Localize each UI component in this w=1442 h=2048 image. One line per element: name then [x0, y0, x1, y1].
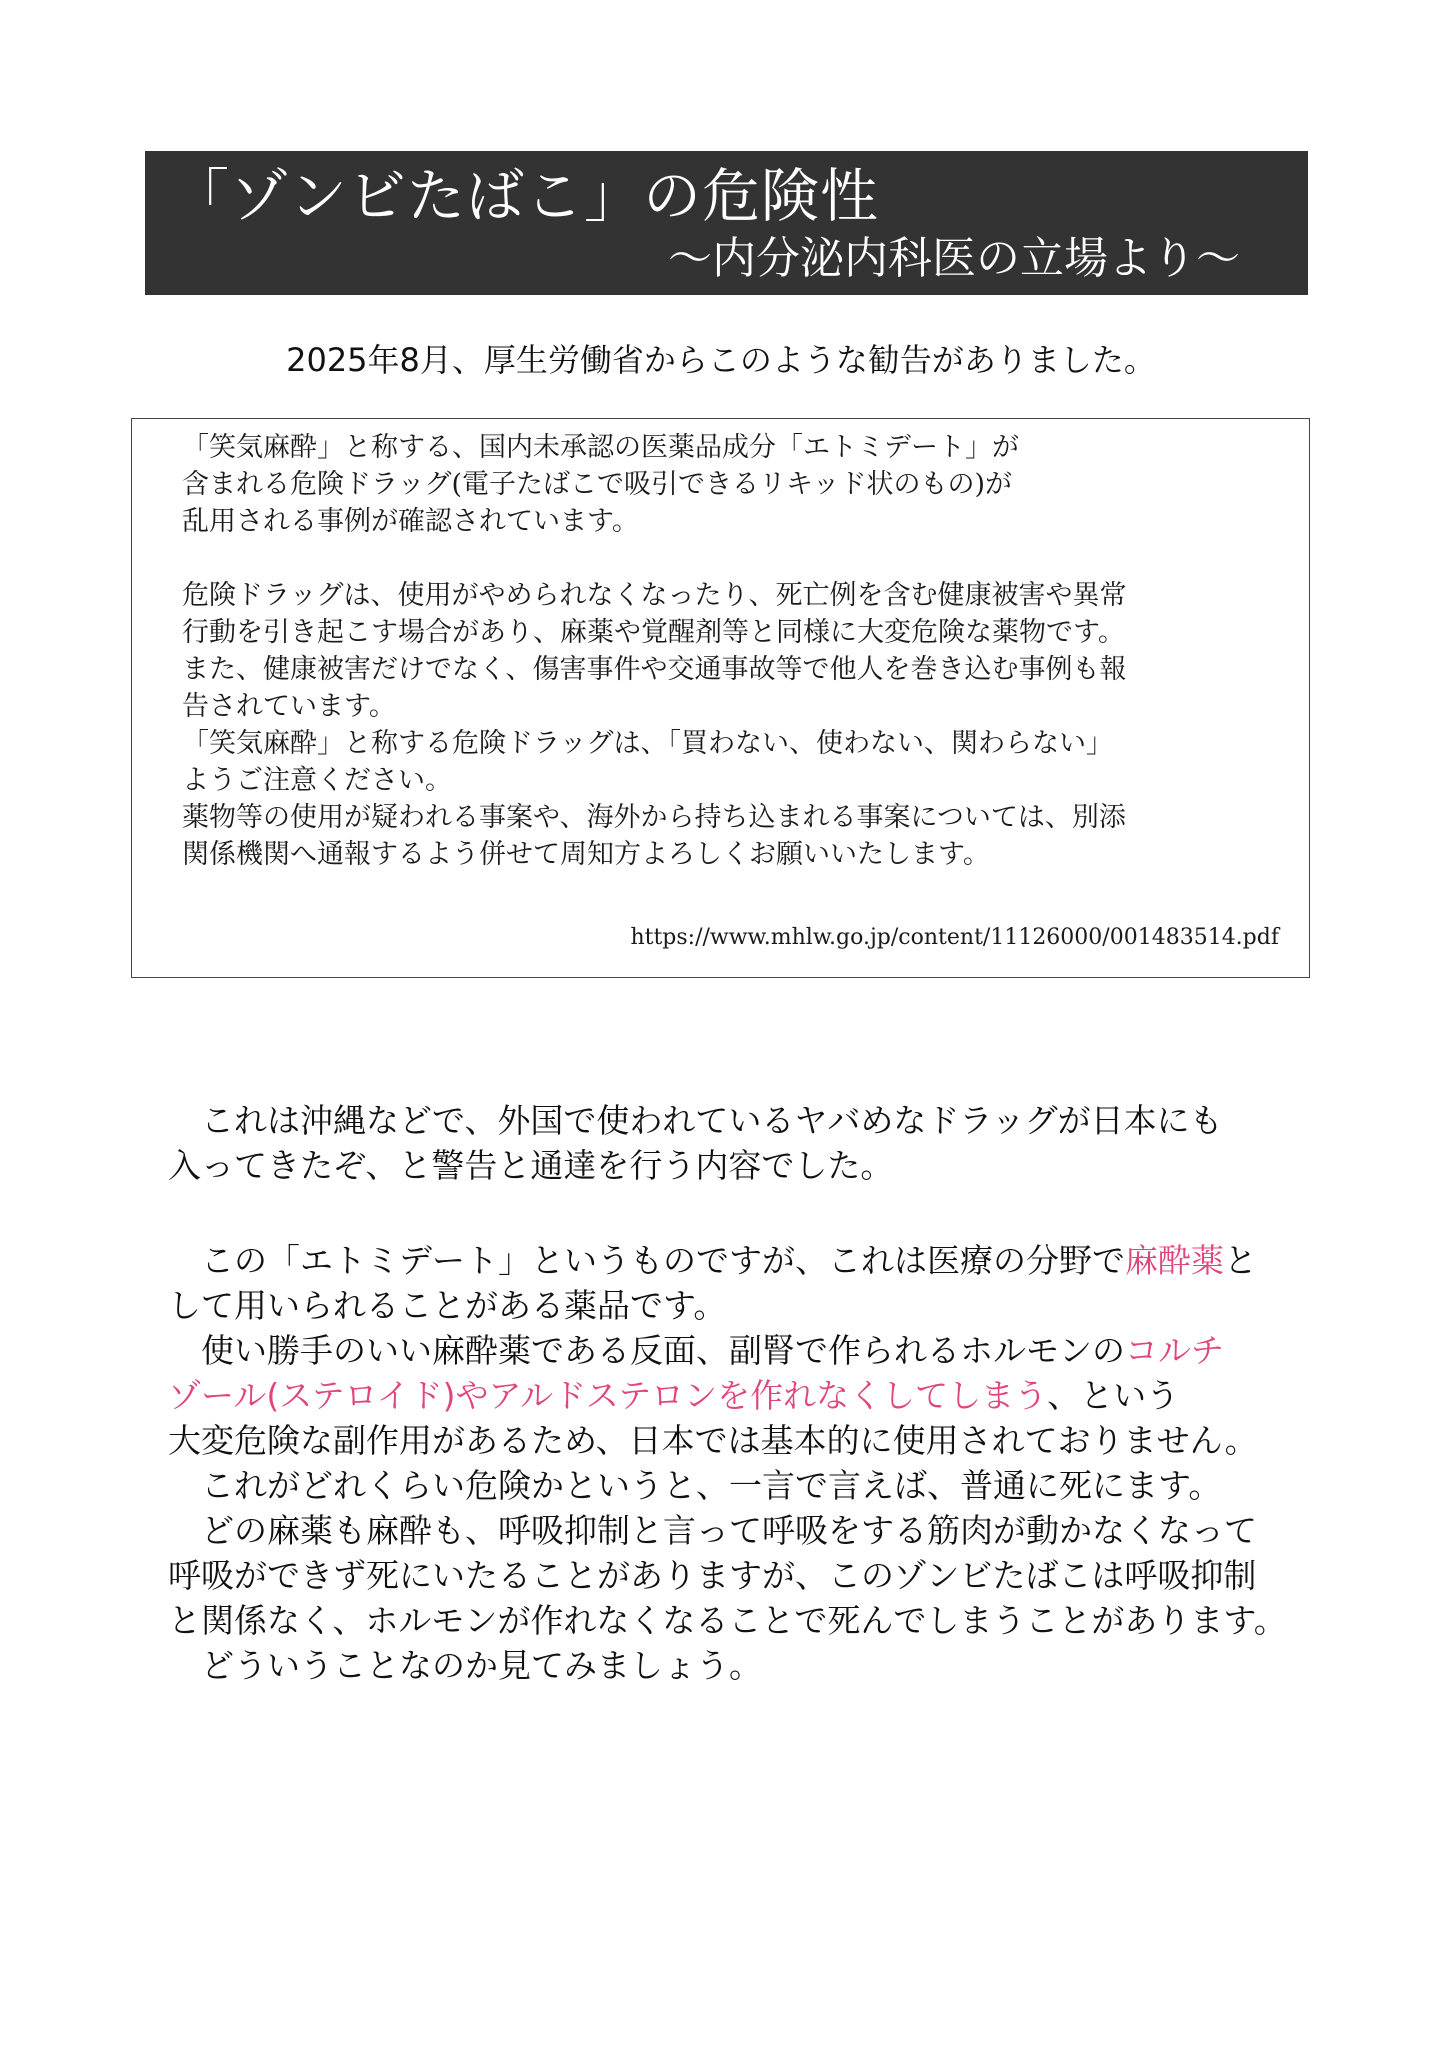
- body-line: どの麻薬も麻酔も、呼吸抑制と言って呼吸をする筋肉が動かなくなって: [168, 1511, 1257, 1550]
- body-line: [168, 1238, 1287, 1283]
- body-line: 呼吸ができず死にいたることがありますが、このゾンビたばこは呼吸抑制: [168, 1556, 1257, 1595]
- body-span: と: [1224, 1241, 1257, 1280]
- notice-line: 含まれる危険ドラッグ(電子たばこで吸引できるリキッド状のもの)が: [182, 469, 1012, 500]
- body-span: 使い勝手のいい麻酔薬である反面、副腎で作られるホルモンの: [168, 1331, 1125, 1370]
- body-line: どういうことなのか見てみましょう。: [168, 1646, 762, 1685]
- page-title: 「ゾンビたばこ」の危険性: [171, 162, 880, 230]
- notice-line: 「笑気麻酔」と称する、国内未承認の医薬品成分「エトミデート」が: [182, 432, 1019, 463]
- source-url: https://www.mhlw.go.jp/content/11126000/001483514.pdf: [630, 925, 1279, 950]
- notice-line: ようご注意ください。: [182, 765, 452, 796]
- body-text: [168, 1098, 1287, 1688]
- body-line: これがどれくらい危険かというと、一言で言えば、普通に死にます。: [168, 1466, 1222, 1505]
- notice-line: 危険ドラッグは、使用がやめられなくなったり、死亡例を含む健康被害や異常: [182, 580, 1127, 611]
- body-span: この「エトミデート」というものですが、これは医療の分野で: [168, 1241, 1125, 1280]
- notice-line: 「笑気麻酔」と称する危険ドラッグは、「買わない、使わない、関わらない」: [182, 728, 1113, 759]
- body-line: これは沖縄などで、外国で使われているヤバめなドラッグが日本にも: [168, 1101, 1223, 1140]
- highlight-text: コルチ: [1125, 1331, 1224, 1370]
- highlight-text: 麻酔薬: [1125, 1241, 1224, 1280]
- notice-line: また、健康被害だけでなく、傷害事件や交通事故等で他人を巻き込む事例も報: [182, 654, 1127, 685]
- notice-line: 関係機関へ通報するよう併せて周知方よろしくお願いいたします。: [182, 839, 990, 870]
- notice-box: [131, 418, 1310, 978]
- body-line: 入ってきたぞ、と警告と通達を行う内容でした。: [168, 1146, 894, 1185]
- notice-line: 行動を引き起こす場合があり、麻薬や覚醒剤等と同様に大変危険な薬物です。: [182, 617, 1125, 648]
- notice-line: 薬物等の使用が疑われる事案や、海外から持ち込まれる事案については、別添: [182, 802, 1126, 833]
- notice-line: 乱用される事例が確認されています。: [182, 506, 639, 537]
- intro-text: 2025年8月、厚生労働省からこのような勧告がありました。: [286, 341, 1156, 379]
- body-line: して用いられることがある薬品です。: [168, 1286, 727, 1325]
- notice-paragraph-gap: [182, 540, 1126, 577]
- title-banner: [145, 151, 1308, 295]
- body-line: と関係なく、ホルモンが作れなくなることで死んでしまうことがあります。: [168, 1601, 1287, 1640]
- notice-text: [182, 429, 1126, 873]
- body-line: 大変危険な副作用があるため、日本では基本的に使用されておりません。: [168, 1421, 1258, 1460]
- body-span: 、という: [1047, 1376, 1180, 1415]
- notice-line: 告されています。: [182, 691, 396, 722]
- page-subtitle: 〜内分泌内科医の立場より〜: [668, 233, 1240, 284]
- body-line: [168, 1328, 1287, 1373]
- highlight-text: ゾール(ステロイド)やアルドステロンを作れなくしてしまう: [168, 1376, 1048, 1415]
- paragraph-gap: [168, 1188, 1287, 1238]
- body-line: [168, 1373, 1287, 1418]
